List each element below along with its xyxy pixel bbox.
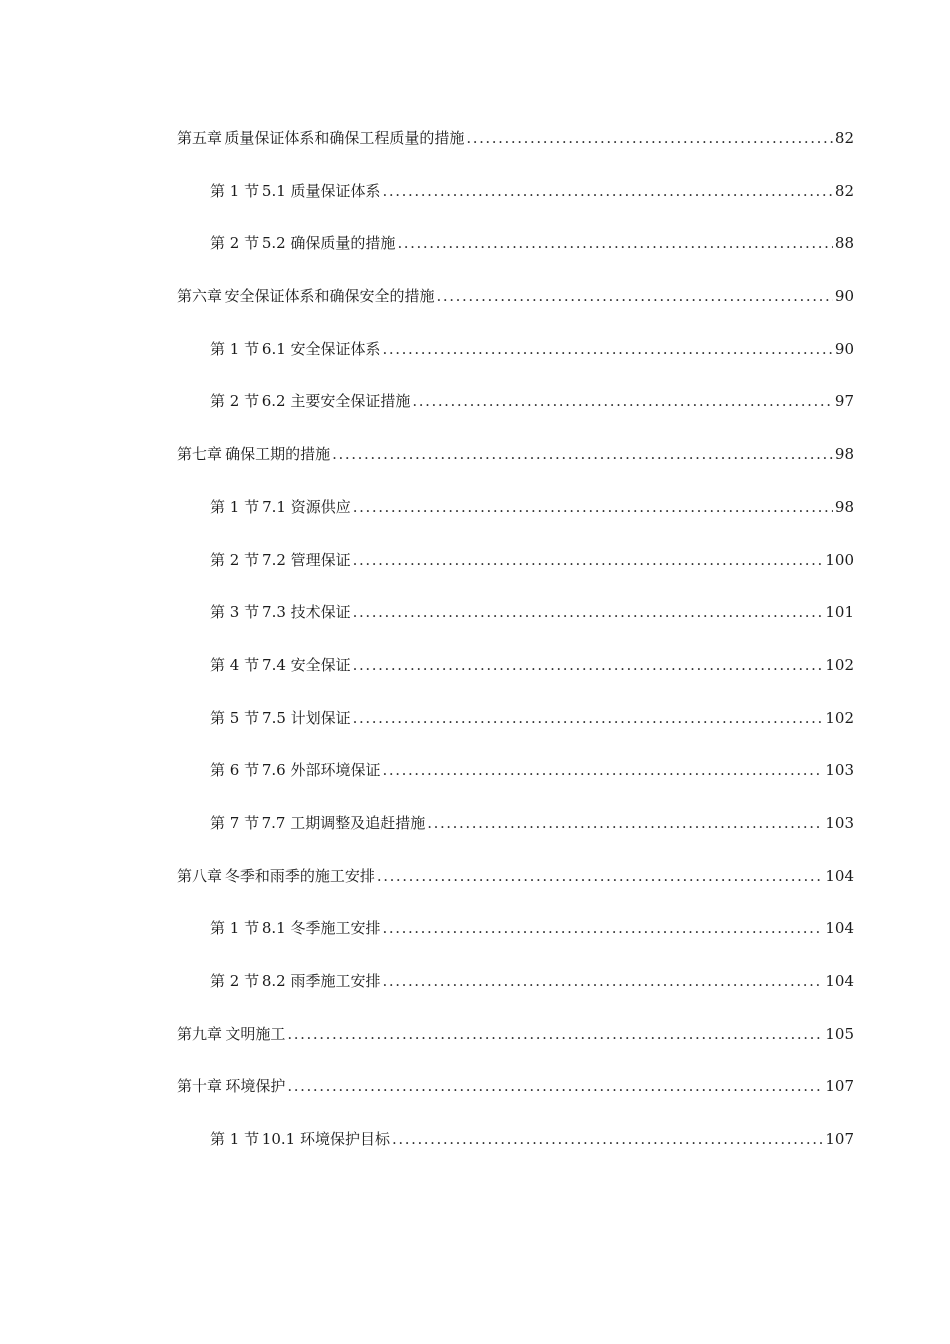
toc-chapter-entry[interactable] [177,282,854,335]
toc-dot-leader [353,546,824,574]
table-of-contents [177,124,854,1178]
toc-entry-number: 第 1 节 [210,181,260,200]
toc-entry-number: 第 1 节 [210,1130,260,1149]
toc-entry-title: 质量保证体系和确保工程质量的措施 [224,129,465,147]
toc-section-entry[interactable] [177,809,854,862]
toc-entry-title: 文明施工 [225,1024,286,1043]
toc-entry-title: 7.3 技术保证 [262,603,351,622]
toc-section-entry[interactable] [177,967,854,1020]
toc-entry-number: 第 3 节 [210,603,260,622]
toc-entry-page-number: 90 [834,287,854,306]
toc-entry-number: 第 2 节 [210,392,260,411]
toc-dot-leader [353,493,833,521]
toc-chapter-entry[interactable] [177,124,854,177]
toc-entry-title: 8.2 雨季施工安排 [261,972,381,990]
toc-entry-number: 第 2 节 [210,234,260,253]
toc-entry-number: 第 1 节 [210,919,260,938]
toc-entry-page-number: 102 [825,708,854,727]
toc-entry-number: 第七章 [177,445,223,464]
toc-dot-leader [353,704,824,732]
toc-section-entry[interactable] [177,229,854,282]
toc-entry-page-number: 103 [825,761,854,780]
toc-entry-page-number: 88 [834,234,854,253]
toc-entry-page-number: 105 [825,1024,854,1043]
toc-entry-number: 第 5 节 [210,708,260,727]
toc-dot-leader [332,440,833,468]
toc-entry-page-number: 82 [834,181,854,200]
toc-dot-leader [466,124,833,152]
toc-dot-leader [383,177,833,205]
toc-entry-title: 安全保证体系和确保安全的措施 [224,287,435,306]
toc-entry-title: 7.2 管理保证 [262,550,351,569]
toc-dot-leader [382,914,823,942]
toc-chapter-entry[interactable] [177,862,854,915]
toc-section-entry[interactable] [177,914,854,967]
toc-entry-page-number: 102 [825,655,854,674]
toc-entry-number: 第 2 节 [210,972,260,990]
toc-entry-page-number: 103 [825,813,854,832]
toc-entry-number: 第九章 [177,1024,223,1043]
toc-entry-title: 7.6 外部环境保证 [261,761,381,780]
toc-entry-number: 第六章 [177,287,223,306]
toc-dot-leader [287,1020,823,1048]
toc-entry-page-number: 97 [834,392,854,411]
toc-entry-page-number: 104 [825,919,854,938]
toc-entry-number: 第 7 节 [210,813,260,832]
toc-entry-page-number: 104 [825,972,854,990]
toc-entry-title: 5.2 确保质量的措施 [261,234,396,253]
toc-entry-page-number: 101 [825,603,854,622]
toc-section-entry[interactable] [177,335,854,388]
toc-entry-page-number: 82 [834,129,854,147]
toc-entry-page-number: 107 [825,1130,854,1149]
toc-section-entry[interactable] [177,756,854,809]
toc-dot-leader [437,282,833,310]
toc-entry-number: 第十章 [177,1077,223,1096]
toc-dot-leader [353,598,824,626]
toc-section-entry[interactable] [177,1125,854,1178]
toc-dot-leader [392,1125,823,1153]
toc-entry-title: 确保工期的措施 [225,445,331,464]
toc-entry-title: 7.1 资源供应 [262,497,351,516]
toc-entry-page-number: 98 [834,497,854,516]
toc-entry-page-number: 90 [834,339,854,358]
toc-section-entry[interactable] [177,177,854,230]
toc-entry-title: 6.1 安全保证体系 [261,339,381,358]
toc-dot-leader [382,967,823,995]
toc-entry-number: 第 6 节 [210,761,260,780]
toc-entry-page-number: 98 [834,445,854,464]
toc-chapter-entry[interactable] [177,440,854,493]
toc-section-entry[interactable] [177,387,854,440]
toc-entry-title: 6.2 主要安全保证措施 [261,392,411,411]
toc-chapter-entry[interactable] [177,1020,854,1073]
toc-dot-leader [287,1072,823,1100]
toc-entry-title: 10.1 环境保护目标 [261,1130,390,1149]
toc-entry-page-number: 100 [825,550,854,569]
toc-dot-leader [382,756,823,784]
toc-entry-title: 冬季和雨季的施工安排 [224,866,375,885]
toc-entry-page-number: 107 [825,1077,854,1096]
toc-entry-number: 第 1 节 [210,497,260,516]
toc-entry-number: 第 2 节 [210,550,260,569]
toc-section-entry[interactable] [177,546,854,599]
toc-dot-leader [383,335,833,363]
toc-dot-leader [353,651,824,679]
toc-section-entry[interactable] [177,704,854,757]
toc-entry-title: 7.4 安全保证 [262,655,351,674]
toc-section-entry[interactable] [177,493,854,546]
toc-entry-title: 7.7 工期调整及追赶措施 [261,813,426,832]
toc-entry-number: 第 1 节 [210,339,260,358]
toc-entry-number: 第 4 节 [210,655,260,674]
toc-section-entry[interactable] [177,598,854,651]
toc-entry-page-number: 104 [825,866,854,885]
toc-entry-number: 第五章 [177,129,223,147]
toc-dot-leader [427,809,823,837]
toc-entry-title: 8.1 冬季施工安排 [261,919,381,938]
toc-chapter-entry[interactable] [177,1072,854,1125]
toc-section-entry[interactable] [177,651,854,704]
toc-dot-leader [397,229,832,257]
toc-entry-title: 环境保护 [225,1077,286,1096]
toc-entry-number: 第八章 [177,866,223,885]
toc-dot-leader [412,387,833,415]
toc-entry-title: 7.5 计划保证 [262,708,351,727]
toc-dot-leader [377,862,824,890]
toc-entry-title: 5.1 质量保证体系 [261,181,381,200]
